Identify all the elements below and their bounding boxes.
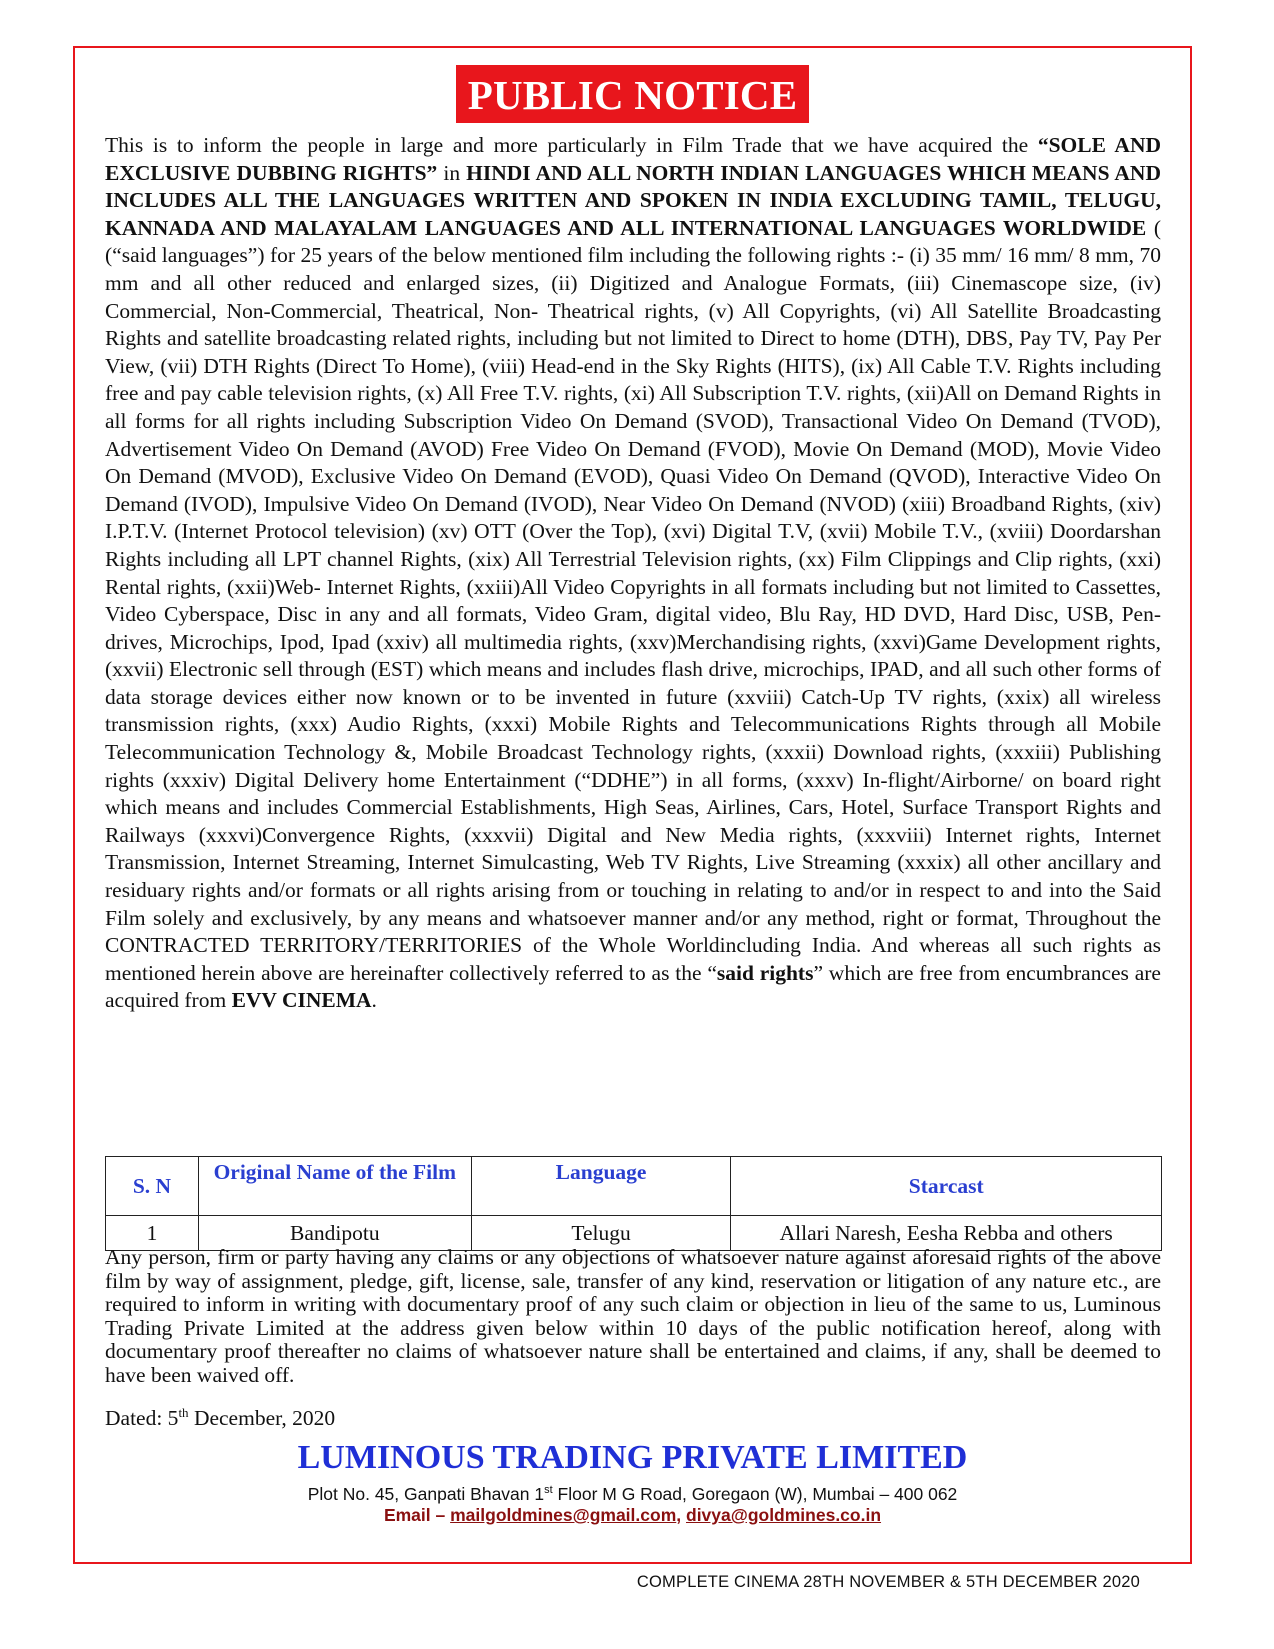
cell-starcast: Allari Naresh, Eesha Rebba and others [731, 1216, 1162, 1251]
cell-language: Telugu [471, 1216, 731, 1251]
rights-heading: “SOLE AND EXCLUSIVE DUBBING RIGHTS” [105, 133, 1161, 185]
notice-body [105, 132, 1161, 1015]
cell-film: Bandipotu [198, 1216, 471, 1251]
cell-sn: 1 [106, 1216, 199, 1251]
table-header-row [106, 1157, 1162, 1216]
seller-name: EVV CINEMA [231, 988, 372, 1013]
header-sn: S. N [106, 1157, 199, 1216]
address-pre: Plot No. 45, Ganpati Bhavan 1 [307, 1483, 545, 1504]
dated-label: Dated: 5 [105, 1406, 179, 1431]
title-wrap [75, 65, 1190, 123]
languages-text: HINDI AND ALL NORTH INDIAN LANGUAGES WHICH MEANS AND INCLUDES ALL THE LANGUAGES WRITTEN AND SPOKEN IN INDIA EXCLUDING TAMIL, TELUGU, KANNADA AND MALAYALAM LANGUAGES AND ALL INTERNATIONAL LANGUAGES WORLDWIDE [105, 160, 1161, 240]
said-rights-text: said rights [716, 960, 814, 985]
dated-sup: th [178, 1405, 189, 1420]
header-starcast: Starcast [731, 1157, 1162, 1216]
email-label: Email – [383, 1505, 451, 1525]
footer-publication: COMPLETE CINEMA 28TH NOVEMBER & 5TH DECEMBER 2020 [636, 1573, 1140, 1591]
film-table [105, 1156, 1162, 1251]
notice-frame [73, 46, 1192, 1564]
claims-paragraph: Any person, firm or party having any claims or any objections of whatsoever nature against aforesaid rights of the above film by way of assignment, pledge, gift, license, sale, transfer of any kind, reservation or litigation of any nature etc., are required to inform in writing with documentary proof of any such claim or objection in lieu of the same to us, Luminous Trading Private Limited at the address given below within 10 days of the public notification hereof, along with documentary proof thereafter no claims of whatsoever nature shall be entertained and claims, if any, shall be deemed to have been waived off. [105, 1245, 1161, 1387]
dated-line [105, 1400, 335, 1431]
intro-text: This is to inform the people in large and more particularly in Film Trade that we have acquired the [105, 133, 1038, 157]
end-period: . [371, 988, 377, 1013]
free-from-text: ” which are free from encumbrances are acquired from [105, 960, 1161, 1013]
address-sup: st [544, 1484, 553, 1496]
email-link-2[interactable]: divya@goldmines.co.in [686, 1505, 882, 1525]
header-film: Original Name of the Film [198, 1157, 471, 1216]
company-name: LUMINOUS TRADING PRIVATE LIMITED [297, 1439, 968, 1476]
company-address [75, 1478, 1190, 1506]
company-email [75, 1503, 1190, 1527]
notice-title: PUBLIC NOTICE [456, 65, 810, 123]
header-language: Language [471, 1157, 731, 1216]
address-post: Floor M G Road, Goregaon (W), Mumbai – 400 062 [552, 1483, 958, 1504]
email-link-1[interactable]: mailgoldmines@gmail.com [450, 1505, 677, 1525]
in-word: in [437, 160, 467, 185]
rights-list: ( (“said languages”) for 25 years of the below mentioned film including the following rights :- (i) 35 mm/ 16 mm/ 8 mm, 70 mm and all other reduced and enlarged sizes, (ii) Digitized and Analogue Formats, (iii) Cinemascope size, (iv) Commercial, Non-Commercial, Theatrical, Non- Theatrical rights, (v) All Copyrights, (vi) All Satellite Broadcasting Rights and satellite broadcasting related rights, including but not limited to Direct to home (DTH), DBS, Pay TV, Pay Per View, (vii) DTH Rights (Direct To Home), (viii) Head-end in the Sky Rights (HITS), (ix) All Cable T.V. Rights including free and pay cable television rights, (x) All Free T.V. rights, (xi) All Subscription T.V. rights, (xii)All on Demand Rights in all forms for all rights including Subscription Video On Demand (SVOD), Transactional Video On Demand (TVOD), Advertisement Video On Demand (AVOD) Free Video On Demand (FVOD), Movie On Demand (MOD), Movie Video On Demand (MVOD), Exclusive Video On Demand (EVOD), Quasi Video On Demand (QVOD), Interactive Video On Demand (IVOD), Impulsive Video On Demand (IVOD), Near Video On Demand (NVOD) (xiii) Broadband Rights, (xiv) I.P.T.V. (Internet Protocol television) (xv) OTT (Over the Top), (xvi) Digital T.V, (xvii) Mobile T.V., (xviii) Doordarshan Rights including all LPT channel Rights, (xix) All Terrestrial Television rights, (xx) Film Clippings and Clip rights, (xxi) Rental rights, (xxii)Web- Internet Rights, (xxiii)All Video Copyrights in all formats including but not limited to Cassettes, Video Cyberspace, Disc in any and all formats, Video Gram, digital video, Blu Ray, HD DVD, Hard Disc, USB, Pen-drives, Microchips, Ipod, Ipad (xxiv) all multimedia rights, (xxv)Merchandising rights, (xxvi)Game Development rights, (xxvii) Electronic sell through (EST) which means and includes flash drive, microchips, IPAD, and all such other forms of data storage devices either now known or to be invented in future (xxviii) Catch-Up TV rights, (xxix) all wireless transmission rights, (xxx) Audio Rights, (xxxi) Mobile Rights and Telecommunications Rights through all Mobile Telecommunication Technology &, Mobile Broadcast Technology rights, (xxxii) Download rights, (xxxiii) Publishing rights (xxxiv) Digital Delivery home Entertainment (“DDHE”) in all forms, (xxxv) In-flight/Airborne/ on board right which means and includes Commercial Establishments, High Seas, Airlines, Cars, Hotel, Surface Transport Rights and Railways (xxxvi)Convergence Rights, (xxxvii) Digital and New Media rights, (xxxviii) Internet rights, Internet Transmission, Internet Streaming, Internet Simulcasting, Web TV Rights, Live Streaming (xxxix) all other ancillary and residuary rights and/or formats or all rights arising from or touching in relating to and/or in respect to and into the Said Film solely and exclusively, by any means and whatsoever manner and/or any method, right or format, Throughout the CONTRACTED TERRITORY/TERRITORIES of the Whole Worldincluding India. And whereas all such rights as mentioned herein above are hereinafter collectively referred to as the “ [105, 215, 1161, 985]
email-separator: , [676, 1505, 686, 1525]
dated-rest: December, 2020 [188, 1406, 336, 1431]
